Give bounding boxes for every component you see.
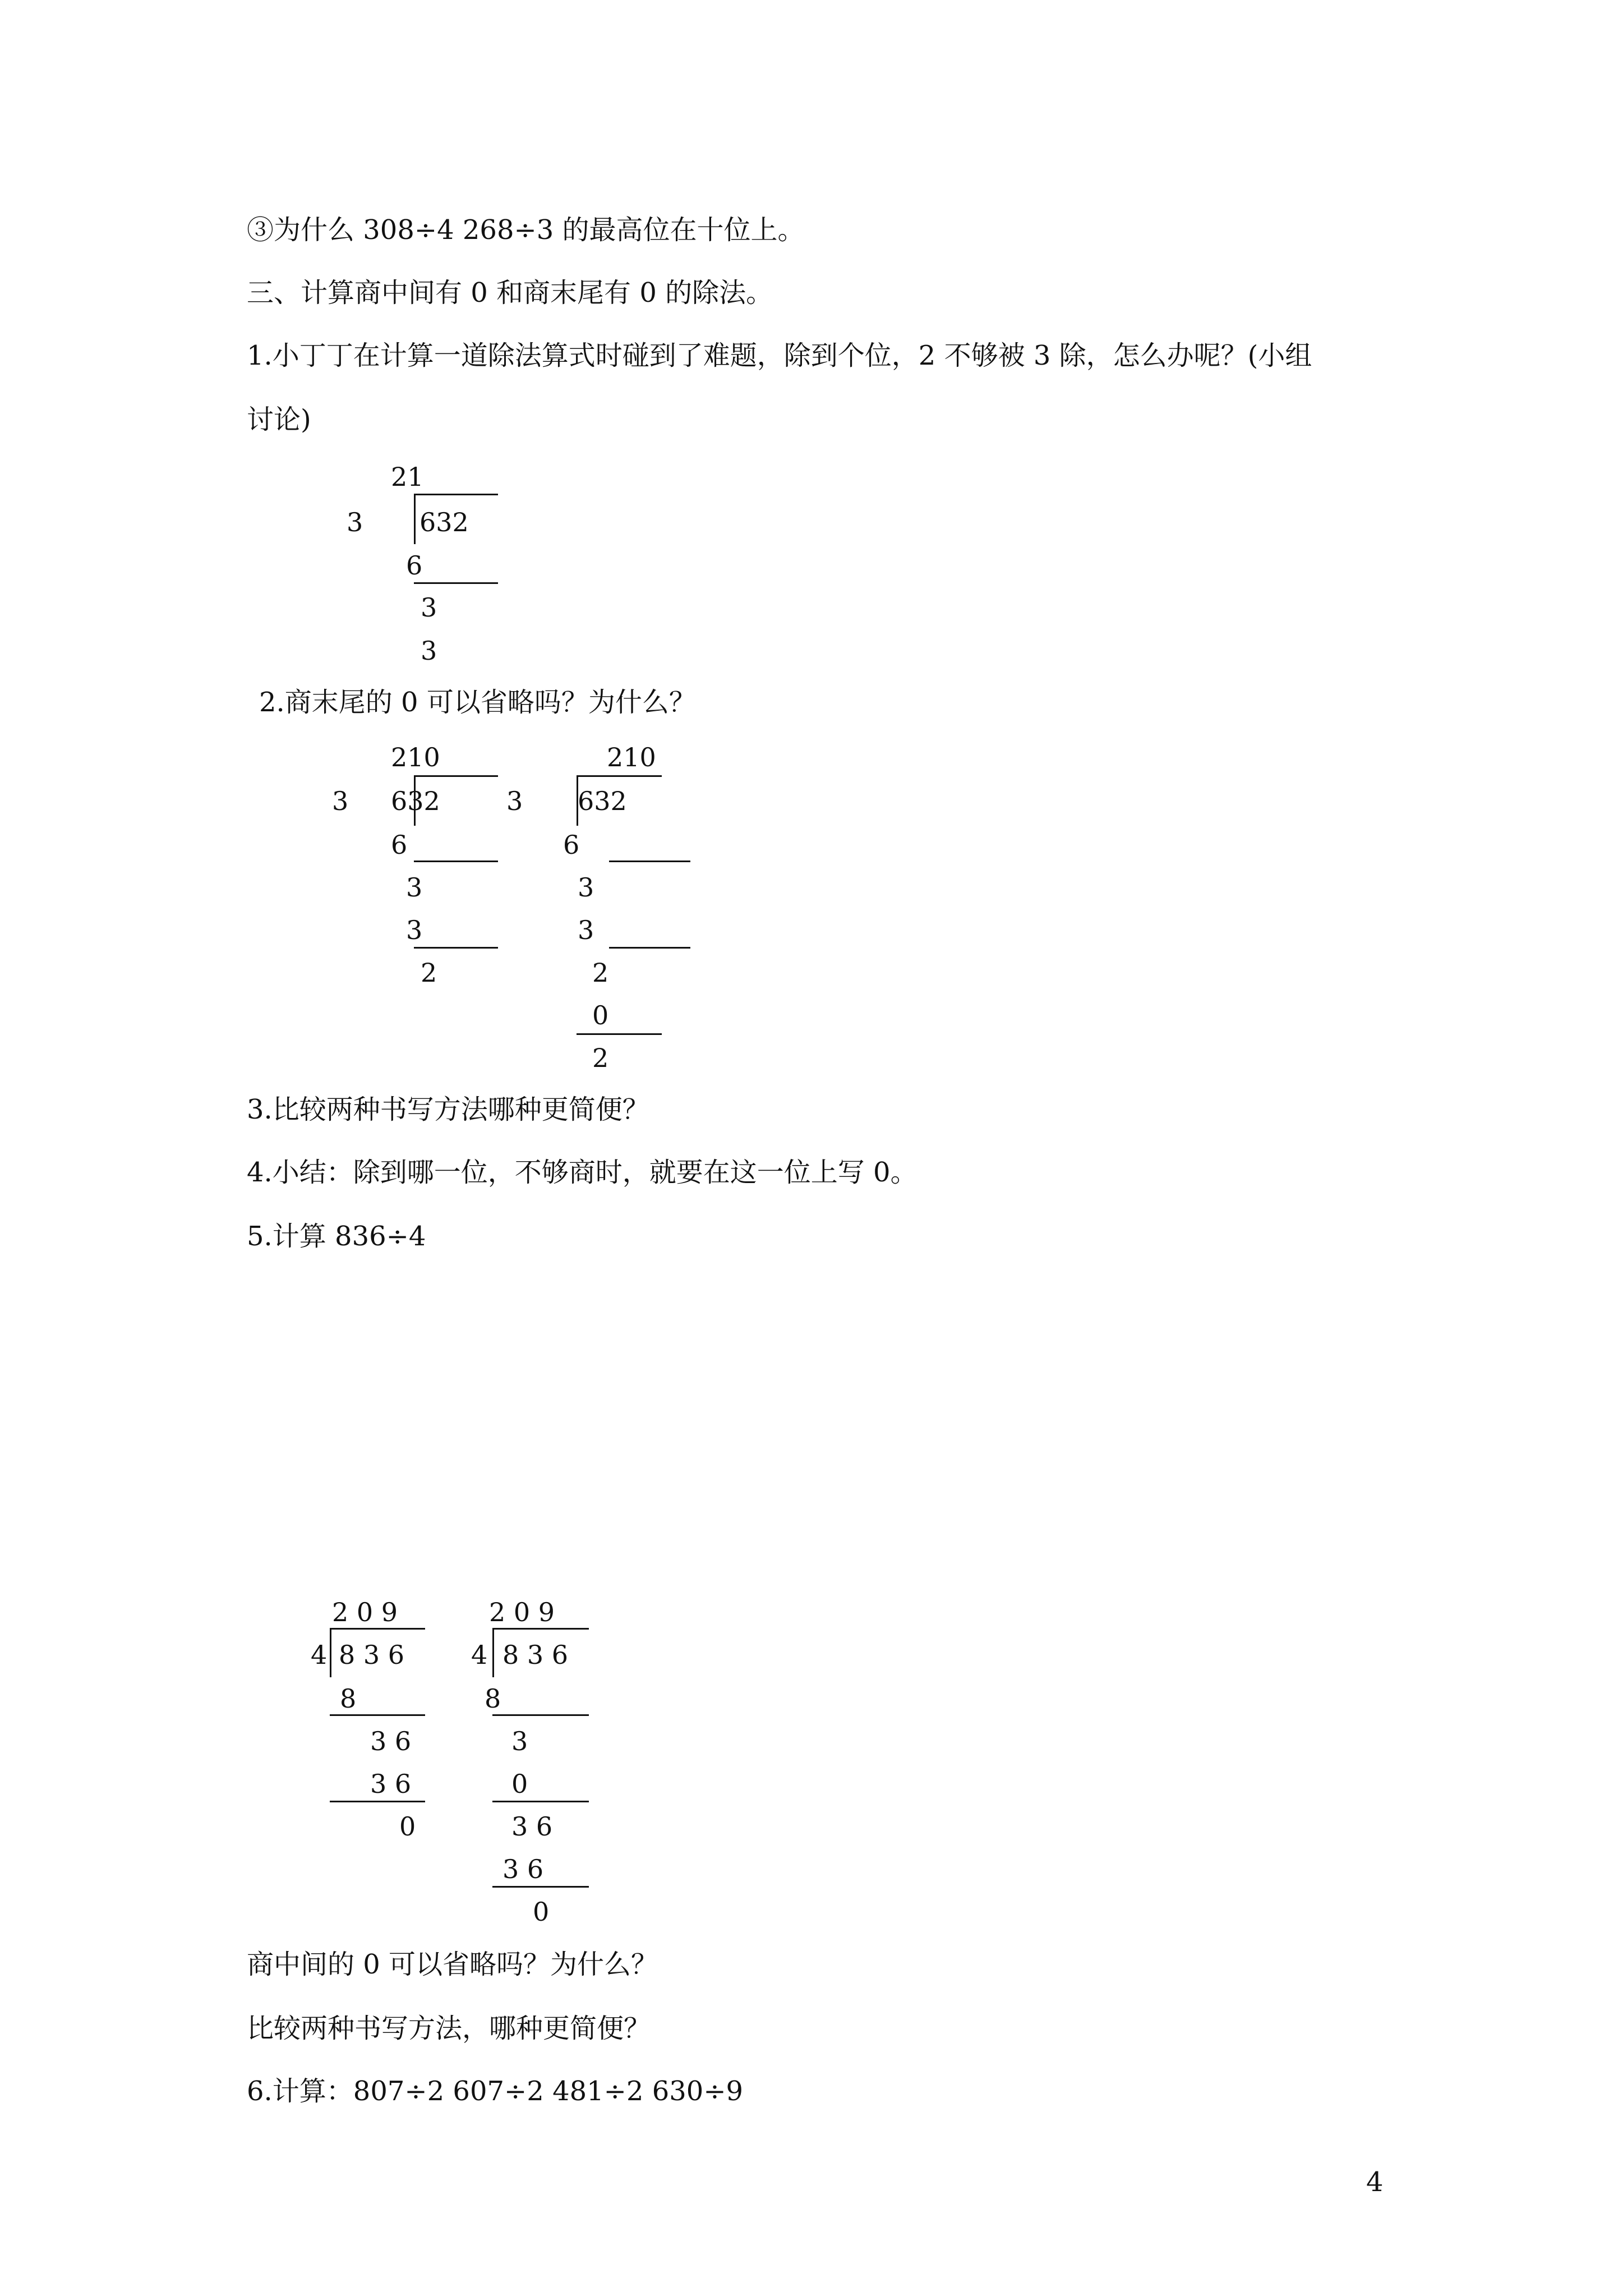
- dividend: 632: [391, 786, 440, 816]
- step-remainder: 3 6: [511, 1811, 553, 1842]
- step-product: 6: [391, 830, 408, 860]
- item-1-line-1: 1.小丁丁在计算一道除法算式时碰到了难题，除到个位，2 不够被 3 除，怎么办呢？(小组: [247, 340, 1312, 371]
- step-remainder: 2: [592, 958, 609, 988]
- quotient: 21: [391, 462, 424, 492]
- division-bracket: [492, 1628, 494, 1677]
- step-line: [330, 1801, 425, 1802]
- dividend: 632: [419, 507, 469, 537]
- step-line: [330, 1714, 425, 1716]
- division-bar: [577, 775, 662, 777]
- remainder: 2: [592, 1043, 609, 1073]
- quotient: 2 0 9: [489, 1597, 555, 1627]
- step-line: [414, 582, 498, 584]
- division-bar: [492, 1628, 589, 1630]
- step-line: [492, 1886, 589, 1888]
- step-product: 6: [406, 550, 423, 581]
- divisor: 3: [332, 786, 349, 816]
- division-bracket: [414, 494, 416, 544]
- step-product: 3 6: [370, 1769, 412, 1799]
- dividend: 632: [578, 786, 627, 816]
- step-remainder: 3: [578, 872, 594, 903]
- step-line: [492, 1801, 589, 1802]
- divisor: 4: [471, 1640, 488, 1670]
- dividend: 8 3 6: [502, 1640, 569, 1670]
- divisor: 3: [347, 507, 363, 537]
- step-line: [414, 947, 498, 949]
- step-line: [492, 1714, 589, 1716]
- question-compare: 比较两种书写方法，哪种更简便？: [247, 2013, 651, 2044]
- remainder: 2: [421, 958, 437, 988]
- remainder: 0: [533, 1897, 550, 1927]
- step-product: 3: [421, 636, 437, 666]
- page-number: 4: [1366, 2166, 1384, 2198]
- step-remainder: 3: [406, 872, 423, 903]
- division-bracket: [330, 1628, 331, 1677]
- step-line: [414, 861, 498, 862]
- item-1-line-2: 讨论): [247, 404, 311, 435]
- item-2: 2.商末尾的 0 可以省略吗？为什么？: [259, 687, 696, 718]
- item-5: 5.计算 836÷4: [247, 1221, 426, 1252]
- step-product: 3: [578, 915, 594, 945]
- division-bar: [414, 494, 498, 495]
- question-line-3: ③为什么 308÷4 268÷3 的最高位在十位上。: [247, 214, 805, 246]
- divisor: 3: [506, 786, 523, 816]
- step-line: [609, 947, 690, 949]
- quotient: 2 0 9: [332, 1597, 398, 1627]
- item-4-summary: 4.小结：除到哪一位，不够商时，就要在这一位上写 0。: [247, 1157, 917, 1188]
- step-line: [609, 861, 690, 862]
- quotient: 210: [391, 742, 440, 772]
- step-line: [577, 1033, 662, 1035]
- step-product: 8: [340, 1683, 357, 1714]
- item-6: 6.计算：807÷2 607÷2 481÷2 630÷9: [247, 2076, 744, 2107]
- step-product: 8: [485, 1683, 501, 1714]
- dividend: 8 3 6: [339, 1640, 405, 1670]
- step-remainder: 3: [511, 1726, 528, 1756]
- remainder: 0: [399, 1811, 416, 1842]
- item-3: 3.比较两种书写方法哪种更简便？: [247, 1094, 649, 1125]
- question-middle-zero: 商中间的 0 可以省略吗？为什么？: [247, 1949, 658, 1980]
- step-remainder: 3 6: [370, 1726, 412, 1756]
- step-product: 3: [406, 915, 423, 945]
- step-product: 0: [511, 1769, 528, 1799]
- divisor: 4: [311, 1640, 328, 1670]
- step-remainder: 3: [421, 592, 437, 623]
- step-product: 3 6: [502, 1854, 544, 1884]
- step-product: 0: [592, 1000, 609, 1030]
- step-product: 6: [563, 830, 580, 860]
- section-heading-3: 三、计算商中间有 0 和商末尾有 0 的除法。: [247, 277, 773, 309]
- division-bar: [414, 775, 498, 777]
- division-bar: [330, 1628, 425, 1630]
- quotient: 210: [607, 742, 656, 772]
